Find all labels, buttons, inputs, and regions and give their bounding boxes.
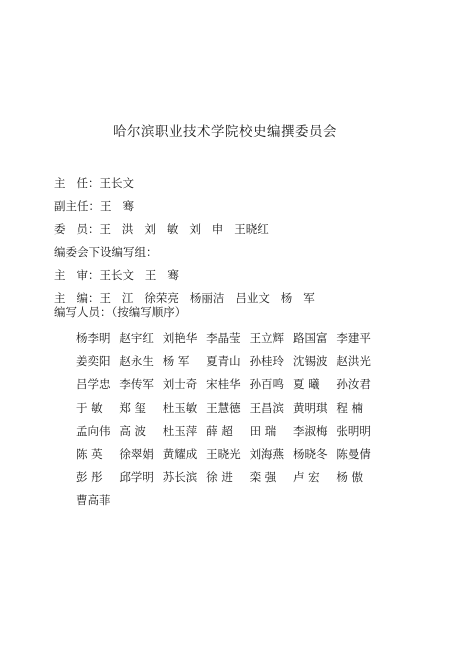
writer-name: 于 敏 (76, 400, 103, 415)
writer-name: 赵洪光 (336, 354, 371, 369)
writer-name: 杨 傲 (336, 470, 363, 485)
writer-name: 赵宇红 (119, 331, 154, 345)
writer-name: 陈曼倩 (336, 446, 371, 461)
writer-name: 李晶莹 (206, 331, 241, 345)
writer-name: 刘艳华 (162, 331, 198, 345)
writer-name: 李建平 (336, 331, 371, 345)
writer-name: 高 波 (119, 423, 147, 438)
name-row (76, 443, 396, 466)
writer-name: 宋桂华 (206, 377, 241, 392)
writer-name: 杨晓冬 (292, 446, 328, 461)
writer-name: 郑 玺 (119, 400, 147, 415)
writer-name: 夏青山 (206, 354, 241, 369)
writer-name: 姜奕阳 (76, 354, 111, 369)
writer-name: 刘士奇 (162, 377, 198, 392)
writer-name: 孟向伟 (76, 423, 111, 438)
name-row (76, 397, 396, 420)
writer-name: 孙桂玲 (249, 354, 285, 369)
writer-name: 徐 进 (206, 470, 233, 485)
writer-name: 王晓光 (206, 446, 241, 461)
writer-name: 黄明琪 (292, 400, 328, 415)
writer-name: 杨李明 (76, 331, 111, 345)
writer-name: 王立辉 (249, 331, 285, 345)
writer-name: 陈 英 (76, 446, 103, 461)
line-writers-heading: 编写人员：（按编写顺序） (54, 305, 187, 319)
writer-name: 邱学明 (119, 470, 154, 485)
writer-name: 王昌滨 (249, 400, 285, 415)
writer-name: 夏 曦 (292, 377, 320, 392)
name-row (76, 466, 396, 489)
writer-name: 彭 彤 (76, 470, 103, 485)
line-deputy-director: 副主任：王 骞 (54, 199, 134, 213)
line-director: 主 任：王长文 (54, 176, 134, 190)
writer-name: 曹高菲 (76, 493, 111, 508)
writer-name: 黄耀成 (162, 446, 198, 461)
name-row (76, 327, 396, 350)
line-writing-group-heading: 编委会下设编写组： (54, 245, 158, 259)
writer-name: 卢 宏 (292, 470, 320, 485)
writer-name: 李传军 (119, 377, 154, 392)
writer-name: 孙汝君 (336, 377, 371, 392)
name-row (76, 489, 396, 512)
writer-name: 杜玉敏 (162, 400, 198, 415)
writer-name: 路国富 (292, 331, 328, 345)
writer-name: 张明明 (336, 423, 371, 438)
writer-name: 徐翠娟 (119, 446, 154, 461)
line-chief-reviewer: 主 审：王长文 王 骞 (54, 268, 179, 282)
writer-name: 杜玉萍 (162, 423, 198, 438)
name-row (76, 350, 396, 373)
writer-name: 孙百鸣 (249, 377, 285, 392)
name-row (76, 373, 396, 396)
writer-name: 吕学忠 (76, 377, 111, 392)
writer-name: 田 瑞 (249, 423, 277, 438)
writer-name: 薛 超 (206, 423, 233, 438)
writer-name: 苏长滨 (162, 470, 198, 485)
writer-name: 王慧德 (206, 400, 241, 415)
writer-name: 李淑梅 (292, 423, 328, 438)
writer-name: 程 楠 (336, 400, 363, 415)
writer-name: 刘海燕 (249, 446, 285, 461)
line-members: 委 员：王 洪 刘 敏 刘 申 王晓红 (54, 222, 269, 236)
writer-name: 赵永生 (119, 354, 154, 369)
writer-name: 杨 军 (162, 354, 190, 369)
line-chief-editor: 主 编：王 江 徐荣亮 杨丽洁 吕业文 杨 军 (54, 291, 315, 305)
document-title: 哈尔滨职业技术学院校史编撰委员会 (113, 124, 337, 140)
writer-name: 沈锡波 (292, 354, 328, 369)
writer-name: 栾 强 (249, 470, 277, 485)
name-row (76, 420, 396, 443)
writers-name-list (76, 327, 396, 513)
